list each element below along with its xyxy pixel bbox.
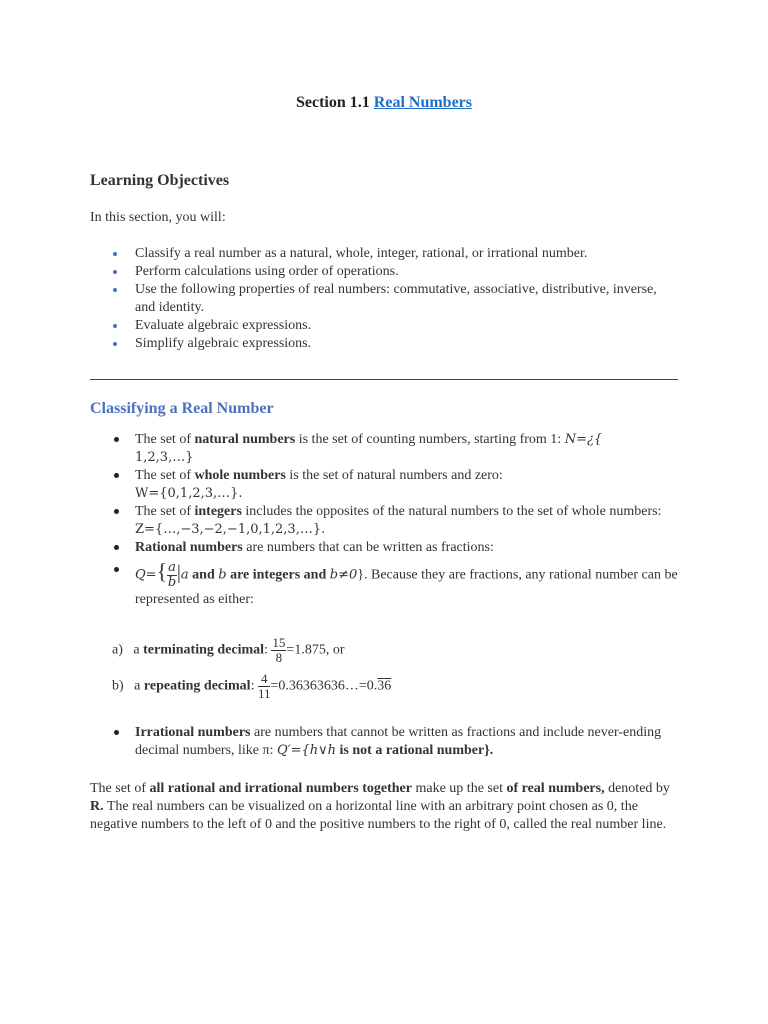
list-item: Irrational numbers are numbers that cannot be written as fractions and include never-ending decimal numbers, like π: Q′={h∨h is not a rational number}. xyxy=(90,724,670,760)
real-numbers-link[interactable]: Real Numbers xyxy=(373,94,472,111)
list-item: Evaluate algebraic expressions. xyxy=(90,317,660,335)
classification-list xyxy=(90,431,680,610)
learning-objectives-heading: Learning Objectives xyxy=(90,172,230,189)
list-item: Use the following properties of real numbers: commutative, associative, distributive, inverse, and identity. xyxy=(90,281,660,317)
list-item: Simplify algebraic expressions. xyxy=(90,335,660,353)
real-numbers-paragraph: The set of all rational and irrational numbers together make up the set of real numbers, denoted by R. The real numbers can be visualized on a horizontal line with an arbitrary point chosen as 0, the negative numbers to the left of 0 and the positive numbers to the right of 0, called the real number line. xyxy=(90,781,670,832)
repeating-decimal-item: b) a repeating decimal: $\frac{4}{11}$ =0.36363636…=0.36 xyxy=(112,671,392,701)
list-item: The set of whole numbers is the set of natural numbers and zero: W={0,1,2,3,…}. xyxy=(90,467,680,503)
section-title: Section 1.1 Real Numbers xyxy=(296,94,472,111)
classifying-heading: Classifying a Real Number xyxy=(90,400,274,417)
list-item: Perform calculations using order of operations. xyxy=(90,263,660,281)
list-item: The set of natural numbers is the set of counting numbers, starting from 1: N=¿{ 1,2,3,…} xyxy=(90,431,680,467)
terminating-decimal-item: a) a terminating decimal: $\frac{15}{8}$ =1.875, or xyxy=(112,635,345,665)
list-item: Q={ $\frac{a}{b}$ |a and b are integers and b≠0}. Because they are fractions, any rational number can be represented as either: xyxy=(90,561,680,610)
list-item: The set of integers includes the opposites of the natural numbers to the set of whole numbers: Z={…,−3,−2,−1,0,1,2,3,…}. xyxy=(90,503,680,539)
list-item: Rational numbers are numbers that can be written as fractions: xyxy=(90,539,680,557)
irrational-list xyxy=(90,724,670,760)
list-item: Classify a real number as a natural, whole, integer, rational, or irrational number. xyxy=(90,245,660,263)
divider xyxy=(90,379,678,380)
objectives-list xyxy=(90,245,660,353)
intro-text: In this section, you will: xyxy=(90,210,226,225)
